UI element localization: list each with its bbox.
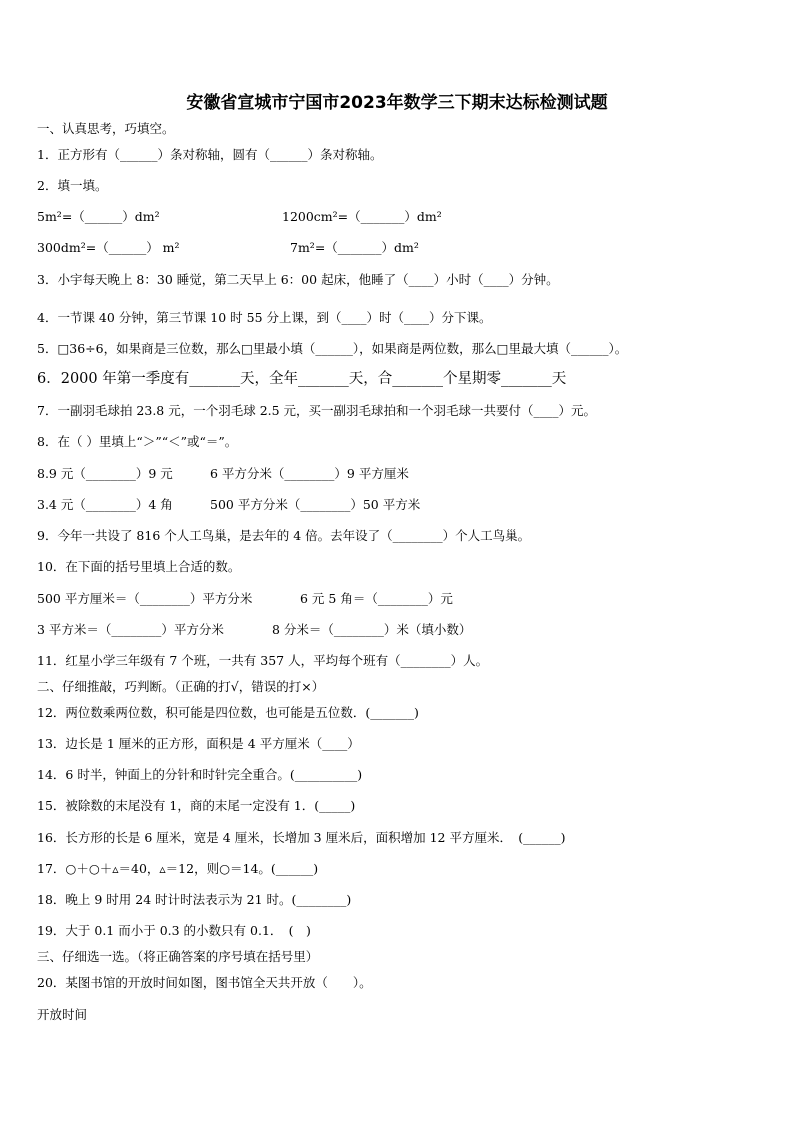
- question-20: 20．某图书馆的开放时间如图，图书馆全天共开放（ ）。: [37, 975, 372, 990]
- question-8a: 8.9 元（________）9 元: [37, 466, 173, 481]
- question-11: 11．红星小学三年级有 7 个班，一共有 357 人，平均每个班有（________）人。: [37, 653, 489, 668]
- question-17: 17．○＋○＋▵＝40，▵＝12，则○＝14。(______): [37, 861, 319, 876]
- question-9: 9．今年一共设了 816 个人工鸟巢，是去年的 4 倍。去年设了（________）个人工鸟巢。: [37, 528, 531, 543]
- question-16: 16．长方形的长是 6 厘米，宽是 4 厘米，长增加 3 厘米后，面积增加 12 平方厘米． (______): [37, 830, 566, 845]
- section-1-heading: 一、认真思考，巧填空。: [37, 121, 175, 136]
- question-12: 12．两位数乘两位数，积可能是四位数，也可能是五位数．(_______): [37, 705, 419, 720]
- question-2a: 5m²=（______）dm²: [37, 209, 160, 224]
- question-10: 10．在下面的括号里填上合适的数。: [37, 559, 241, 574]
- question-6: 6．2000 年第一季度有_______天，全年_______天，合_______个星期零_______天: [37, 371, 567, 387]
- question-1: 1．正方形有（______）条对称轴，圆有（______）条对称轴。: [37, 147, 383, 162]
- question-2c: 300dm²=（______） m²: [37, 240, 180, 255]
- question-10b: 6 元 5 角＝（________）元: [300, 591, 453, 606]
- question-18: 18．晚上 9 时用 24 时计时法表示为 21 时。(________): [37, 892, 352, 907]
- question-8c: 3.4 元（________）4 角: [37, 497, 173, 512]
- question-8d: 500 平方分米（________）50 平方米: [210, 497, 421, 512]
- page-title: 安徽省宣城市宁国市2023年数学三下期末达标检测试题: [186, 93, 608, 113]
- question-13: 13．边长是 1 厘米的正方形，面积是 4 平方厘米（____）: [37, 736, 360, 751]
- question-10c: 3 平方米＝（________）平方分米: [37, 622, 224, 637]
- question-15: 15．被除数的末尾没有 1，商的末尾一定没有 1．(_____): [37, 798, 356, 813]
- question-8b: 6 平方分米（________）9 平方厘米: [210, 466, 409, 481]
- section-3-heading: 三、仔细选一选。（将正确答案的序号填在括号里）: [37, 949, 319, 964]
- question-19: 19．大于 0.1 而小于 0.3 的小数只有 0.1． ( ): [37, 923, 311, 938]
- figure-caption: 开放时间: [37, 1007, 88, 1022]
- question-14: 14．6 时半，钟面上的分针和时针完全重合。(__________): [37, 767, 363, 782]
- question-3: 3．小宇每天晚上 8：30 睡觉，第二天早上 6：00 起床，他睡了（____）小时（____）分钟。: [37, 272, 559, 287]
- question-10d: 8 分米＝（________）米（填小数）: [272, 622, 472, 637]
- question-10a: 500 平方厘米＝（________）平方分米: [37, 591, 253, 606]
- question-7: 7．一副羽毛球拍 23.8 元，一个羽毛球 2.5 元，买一副羽毛球拍和一个羽毛球一共要付（____）元。: [37, 403, 597, 418]
- question-2: 2．填一填。: [37, 178, 108, 193]
- question-4: 4．一节课 40 分钟，第三节课 10 时 55 分上课，到（____）时（____）分下课。: [37, 310, 492, 325]
- question-2d: 7m²=（_______）dm²: [290, 240, 419, 255]
- section-2-heading: 二、仔细推敲，巧判断。（正确的打√，错误的打×）: [37, 679, 325, 694]
- question-2b: 1200cm²=（_______）dm²: [282, 209, 442, 224]
- question-8: 8．在（ ）里填上“＞”“＜”或“＝”。: [37, 434, 238, 449]
- question-5: 5．□36÷6，如果商是三位数，那么□里最小填（______），如果商是两位数，那么□里最大填（______）。: [37, 341, 628, 356]
